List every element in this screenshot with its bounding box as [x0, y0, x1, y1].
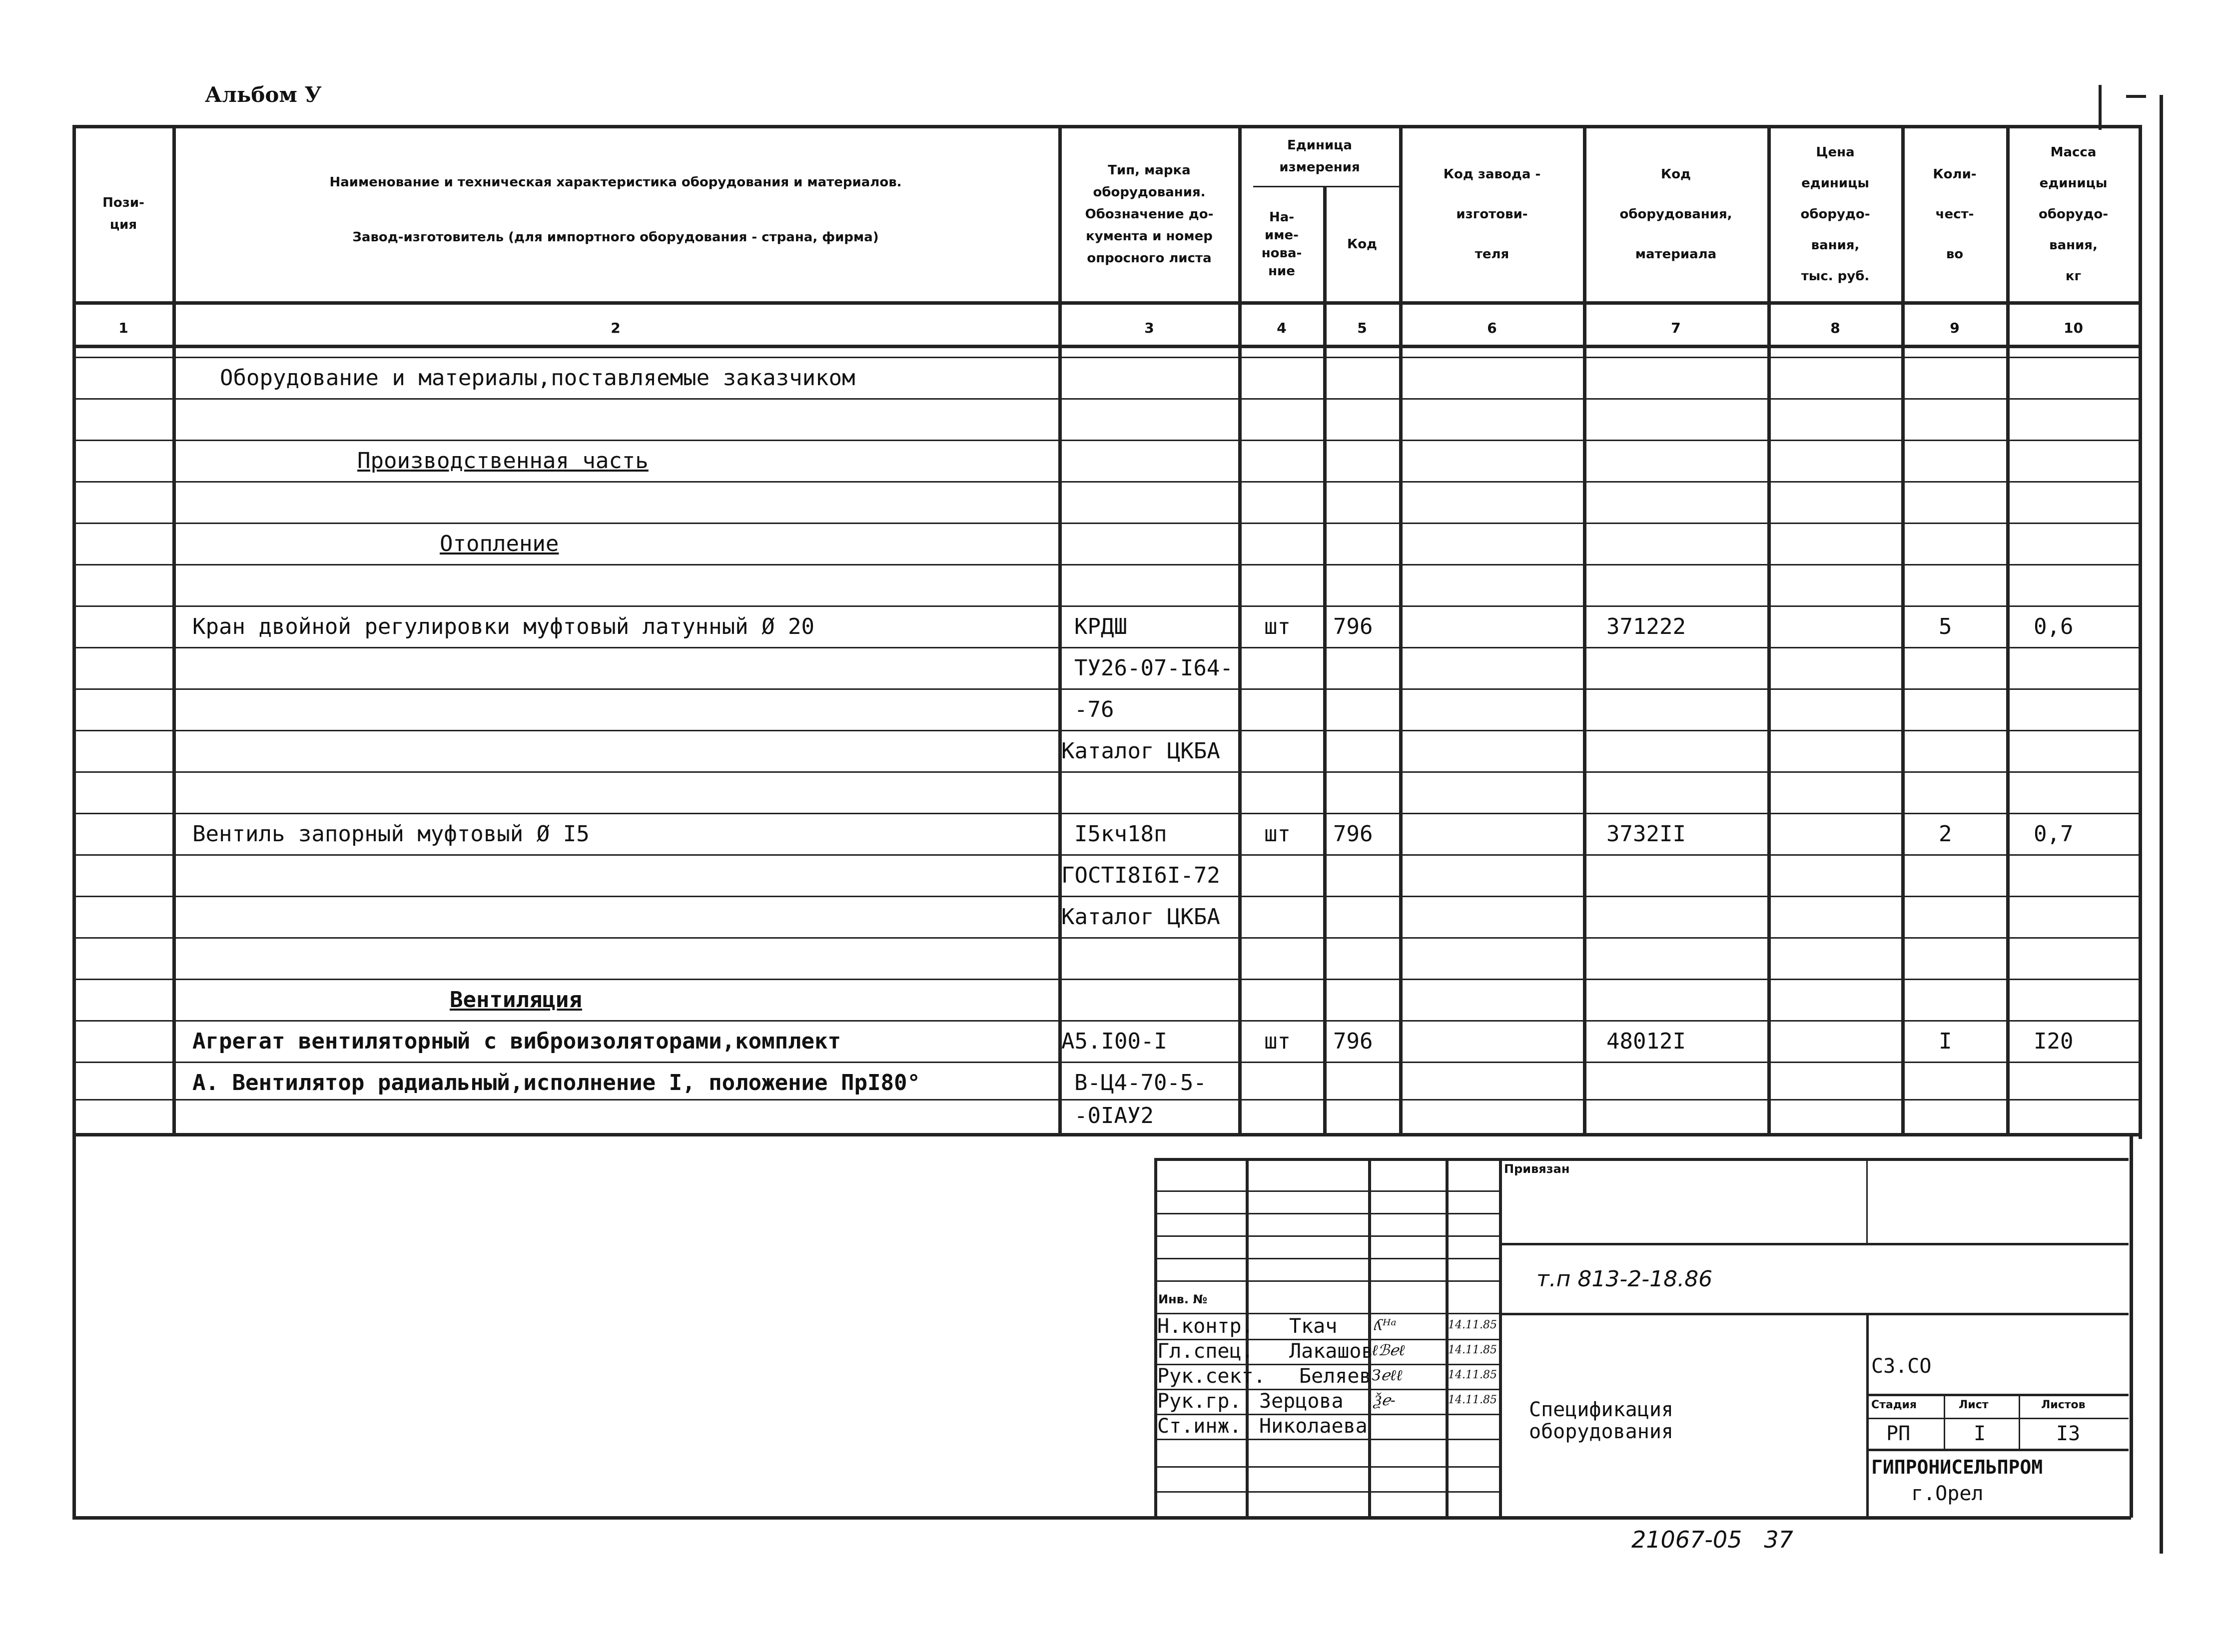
- cell-type: В-Ц4-70-5-: [1074, 1070, 1207, 1096]
- col-divider-6: [1583, 125, 1586, 1134]
- header-factory-code: Код завода - изготови- теля: [1443, 167, 1541, 262]
- cell-equipment-code: 3732II: [1606, 821, 1686, 847]
- sheet-right-border: [2130, 1134, 2133, 1518]
- cell-type: Каталог ЦКБА: [1061, 904, 1220, 930]
- table-left-border: [72, 125, 76, 1519]
- header-name-line2: Завод-изготовитель (для импортного оборудования - страна, фирма): [352, 230, 879, 245]
- cell-name: Вентиль запорный муфтовый Ø I5: [192, 821, 590, 847]
- table-right-border: [2139, 125, 2142, 1139]
- cell-type: ТУ26-07-I64-: [1074, 655, 1233, 681]
- table-row-heading-heating: Отопление: [440, 531, 559, 556]
- sign-date: 14.11.85: [1448, 1319, 1497, 1331]
- sheets-value: I3: [2056, 1422, 2081, 1445]
- cell-unit: шт: [1264, 821, 1291, 847]
- sign-date: 14.11.85: [1448, 1369, 1497, 1381]
- signer-role: Ст.инж.: [1157, 1415, 1242, 1438]
- document-code: СЗ.СО: [1871, 1355, 1932, 1378]
- col-divider-7: [1767, 125, 1771, 1134]
- signature-mark: ℓℬℯℓ: [1372, 1342, 1405, 1359]
- corner-tick: [2126, 95, 2146, 103]
- cell-mass: 0,7: [2034, 821, 2074, 847]
- header-mass: Масса единицы оборудо- вания, кг: [2038, 145, 2109, 284]
- cell-type: ГОСТI8I6I-72: [1061, 863, 1220, 888]
- cell-equipment-code: 48012I: [1606, 1029, 1686, 1054]
- column-number: 1: [118, 319, 128, 336]
- cell-quantity: I: [1939, 1029, 1952, 1054]
- signer-name: Николаева: [1259, 1415, 1368, 1438]
- header-unit-group: Единица измерения: [1279, 137, 1360, 175]
- organization-name: ГИПРОНИСЕЛЬПРОМ: [1871, 1456, 2043, 1478]
- column-number: 4: [1277, 319, 1287, 336]
- signature-mark: Зℯℓℓ: [1372, 1367, 1403, 1384]
- stage-label: Стадия: [1871, 1399, 1917, 1411]
- album-label: Альбом У: [205, 82, 322, 107]
- header-quantity: Коли- чест- во: [1933, 167, 1977, 262]
- cell-unit-code: 796: [1333, 821, 1373, 847]
- column-number: 2: [611, 319, 621, 336]
- sign-date: 14.11.85: [1448, 1344, 1497, 1356]
- inv-number-label: Инв. №: [1158, 1292, 1208, 1306]
- signer-role: Н.контр.: [1157, 1315, 1254, 1338]
- signature-mark: Ѯℯ-: [1374, 1392, 1396, 1409]
- column-number: 6: [1487, 319, 1497, 336]
- sheet-label: Лист: [1959, 1399, 1989, 1411]
- col-divider-4: [1323, 186, 1327, 1134]
- table-row-heading-ventilation: Вентиляция: [450, 987, 582, 1013]
- cell-unit-code: 796: [1333, 1029, 1373, 1054]
- table-row-section-title: Оборудование и материалы,поставляемые заказчиком: [220, 365, 855, 391]
- cell-unit: шт: [1264, 614, 1291, 639]
- col-divider-9: [2006, 125, 2010, 1134]
- column-number: 3: [1144, 319, 1154, 336]
- cell-name: Кран двойной регулировки муфтовый латунный Ø 20: [192, 614, 815, 639]
- signer-name: Беляев: [1299, 1365, 1372, 1388]
- cell-type: Каталог ЦКБА: [1061, 738, 1220, 764]
- cell-mass: 0,6: [2034, 614, 2074, 639]
- col-divider-1: [172, 125, 176, 1134]
- header-equipment-code: Код оборудования, материала: [1619, 167, 1732, 262]
- project-number: т.п 813-2-18.86: [1536, 1266, 1713, 1292]
- body-bottom-border: [72, 1133, 2141, 1136]
- archive-number: 21067-05 37: [1631, 1526, 1793, 1553]
- header-position: Пози- ция: [102, 195, 144, 232]
- column-number: 5: [1357, 319, 1367, 336]
- signer-role: Рук.гр.: [1157, 1390, 1242, 1413]
- header-price: Цена единицы оборудо- вания, тыс. руб.: [1800, 145, 1870, 284]
- column-number: 7: [1671, 319, 1681, 336]
- cell-type: КРДШ: [1074, 614, 1127, 639]
- signer-role: Гл.спец.: [1157, 1340, 1254, 1363]
- cell-mass: I20: [2034, 1029, 2074, 1054]
- colnum-bottom-border: [72, 345, 2141, 348]
- cell-name: Агрегат вентиляторный с виброизоляторами,комплект: [192, 1029, 841, 1054]
- header-type: Тип, марка оборудования. Обозначение до- кумента и номер опросного листа: [1085, 163, 1214, 266]
- document-title: Спецификация оборудования: [1529, 1398, 1673, 1443]
- cell-unit-code: 796: [1333, 614, 1373, 639]
- col-divider-2: [1058, 125, 1062, 1134]
- col-divider-3: [1238, 125, 1242, 1134]
- cell-equipment-code: 371222: [1606, 614, 1686, 639]
- signer-name: Лакашов: [1289, 1340, 1374, 1363]
- stage-value: РП: [1886, 1422, 1911, 1445]
- cell-quantity: 5: [1939, 614, 1952, 639]
- column-number: 8: [1830, 319, 1840, 336]
- cell-type: -76: [1074, 697, 1114, 722]
- binding-edge-line: [2160, 95, 2163, 1554]
- col-divider-5: [1399, 125, 1403, 1134]
- organization-city: г.Орел: [1911, 1482, 1984, 1505]
- column-number: 10: [2064, 319, 2083, 336]
- sheet-bottom-border: [72, 1516, 2131, 1520]
- privyazan-label: Привязан: [1504, 1162, 1570, 1176]
- sheets-label: Листов: [2041, 1399, 2086, 1411]
- cell-name: А. Вентилятор радиальный,исполнение I, положение ПрI80°: [192, 1070, 920, 1096]
- header-name-line1: Наименование и техническая характеристика оборудования и материалов.: [329, 175, 902, 190]
- signature-mark: ʎᴴᵃ: [1374, 1317, 1397, 1334]
- signer-name: Ткач: [1289, 1315, 1338, 1338]
- table-top-border: [72, 125, 2141, 128]
- corner-mark: [2099, 85, 2132, 130]
- sign-date: 14.11.85: [1448, 1394, 1497, 1406]
- signer-role: Рук.сект.: [1157, 1365, 1266, 1388]
- table-row-subsection-title: Производственная часть: [357, 448, 649, 474]
- column-number: 9: [1950, 319, 1960, 336]
- signer-name: Зерцова: [1259, 1390, 1344, 1413]
- cell-type: I5кч18п: [1074, 821, 1167, 847]
- cell-type: -0IАУ2: [1074, 1103, 1154, 1128]
- cell-unit: шт: [1264, 1029, 1291, 1054]
- sheet-value: I: [1974, 1422, 1986, 1445]
- cell-type: А5.I00-I: [1061, 1029, 1167, 1054]
- header-unit-code: Код: [1347, 237, 1378, 252]
- cell-quantity: 2: [1939, 821, 1952, 847]
- col-divider-8: [1901, 125, 1905, 1134]
- header-unit-name: На- име- нова- ние: [1261, 210, 1302, 279]
- header-bottom-border: [72, 301, 2141, 305]
